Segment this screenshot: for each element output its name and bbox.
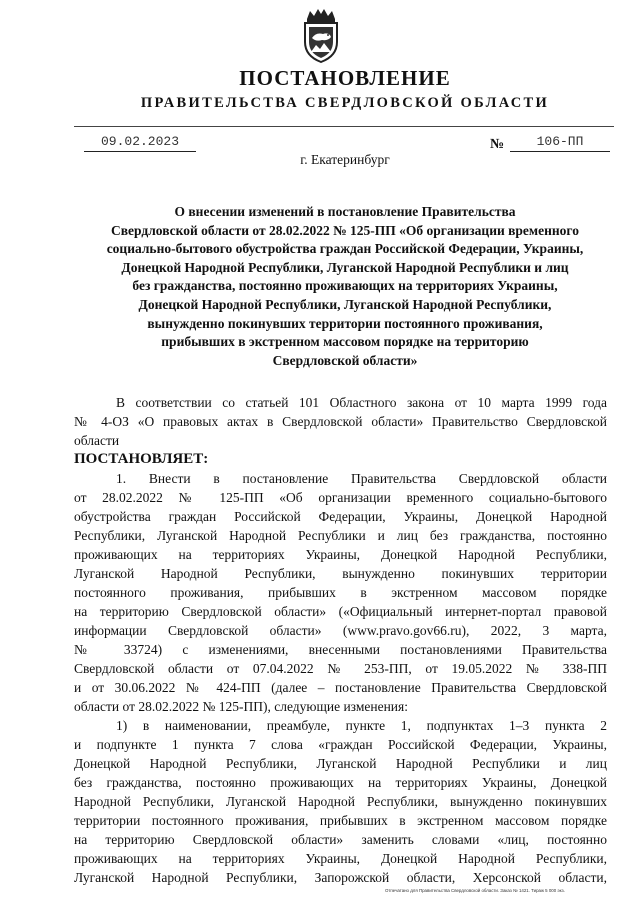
subparagraph1-line: без гражданства, постоянно проживающих на территориях Украины, Донецкой (74, 775, 607, 790)
paragraph1-line: от 28.02.2022 № 125-ПП «Об организации временного социально-бытового (74, 490, 607, 505)
preamble-line: № 4-ОЗ «О правовых актах в Свердловской области» Правительство Свердловской (74, 414, 607, 429)
decree-word: ПОСТАНОВЛЯЕТ: (74, 451, 209, 467)
subparagraph1-line: Луганской Народной Республики, Запорожской области, Херсонской области, (74, 870, 607, 885)
header-divider (74, 126, 614, 127)
paragraph1-line: № 33724) с изменениями, внесенными постановлениями Правительства (74, 642, 607, 657)
subparagraph1-line: Донецкой Народной Республики, Луганской Народной Республики и лиц (74, 756, 607, 771)
paragraph1-line: и от 30.06.2022 № 424-ПП (далее – постановление Правительства Свердловской (74, 680, 607, 695)
subparagraph1-line: Народной Республики, Луганской Народной Республики, вынужденно покинувших (74, 794, 607, 809)
paragraph1-line: области от 28.02.2022 № 125-ПП), следующие изменения: (74, 699, 408, 714)
number-sign: № (490, 137, 505, 152)
subparagraph1-line: и подпункте 1 пункта 7 слова «граждан Российской Федерации, Украины, (74, 737, 607, 752)
coat-of-arms-icon (298, 8, 344, 64)
subparagraph1-line: 1) в наименовании, преамбуле, пункте 1, подпунктах 1–3 пункта 2 (116, 718, 607, 733)
print-footer: Отпечатано для Правительства Свердловской области. Заказ № 1421. Тираж 5 000 экз. (385, 888, 565, 893)
subparagraph1-line: проживающих на территориях Украины, Донецкой Народной Республики, (74, 851, 607, 866)
paragraph1-line: информации Свердловской области» (www.pravo.gov66.ru), 2022, 3 марта, (74, 623, 607, 638)
document-heading: О внесении изменений в постановление Правительства Свердловской области от 28.02.2022 № 125-ПП «Об организации временного социально-бытового обустройства граждан Российской Федерации, Украины, Донецкой Народной Республики, Луганской Народной Республики и лиц без гражданства, постоянно проживающих на территориях Украины, Донецкой Народной Республики, Луганской Народной Республики, вынужденно покинувших территории постоянного проживания, прибывших в экстренном массовом порядке на территорию Свердловской области» (106, 204, 584, 368)
document-body (74, 393, 607, 887)
paragraph1-line: обустройства граждан Российской Федерации, Украины, Донецкой Народной (74, 509, 607, 524)
preamble-line: В соответствии со статьей 101 Областного закона от 10 марта 1999 года (116, 395, 607, 410)
paragraph1-line: Республики, Луганской Народной Республики и лиц без гражданства, постоянно (74, 528, 607, 543)
document-subtitle: ПРАВИТЕЛЬСТВА СВЕРДЛОВСКОЙ ОБЛАСТИ (140, 95, 550, 111)
paragraph1-line: Свердловской области от 07.04.2022 № 253-ПП, от 19.05.2022 № 338-ПП (74, 661, 607, 676)
paragraph1-line: постоянного проживания, прибывших в экстренном массовом порядке (74, 585, 607, 600)
document-title: ПОСТАНОВЛЕНИЕ (239, 66, 451, 90)
paragraph1-line: на территорию Свердловской области» («Официальный интернет-портал правовой (74, 604, 607, 619)
subparagraph1-line: территории постоянного проживания, прибывших в экстренном массовом порядке (74, 813, 607, 828)
document-number: 106-ПП (510, 134, 610, 152)
preamble-line: области (74, 433, 120, 448)
paragraph1-line: 1. Внести в постановление Правительства Свердловской области (116, 471, 607, 486)
paragraph1-line: Луганской Народной Республики, вынужденно покинувших территории (74, 566, 607, 581)
document-city: г. Екатеринбург (300, 152, 390, 167)
document-date: 09.02.2023 (84, 134, 196, 152)
subparagraph1-line: на территорию Свердловской области» заменить словами «лиц, постоянно (74, 832, 607, 847)
paragraph1-line: проживающих на территориях Украины, Донецкой Народной Республики, (74, 547, 607, 562)
